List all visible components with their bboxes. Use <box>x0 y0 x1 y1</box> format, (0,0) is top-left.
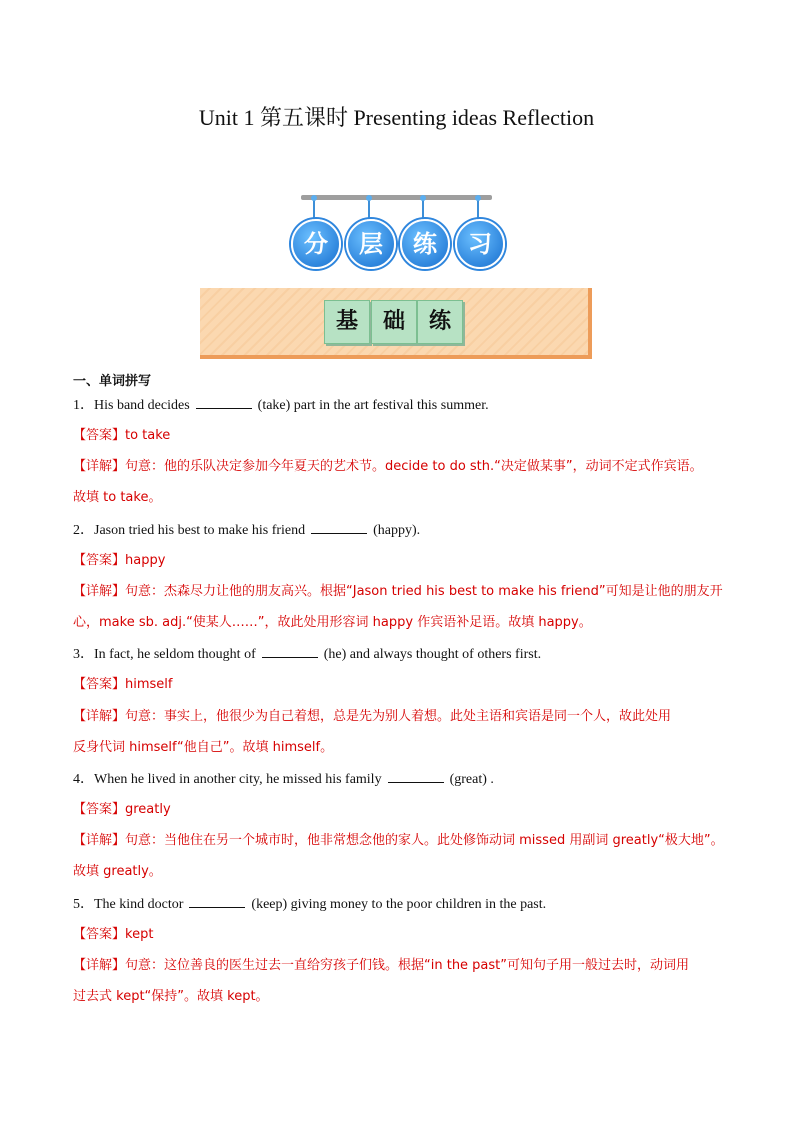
banner-rod <box>301 195 492 200</box>
answer-blank <box>262 645 318 658</box>
answer-blank <box>196 396 252 409</box>
detail-3-line-1: 【详解】句意：事实上，他很少为自己着想，总是先为别人着想。此处主语和宾语是同一个人，故此处用 <box>73 709 672 724</box>
question-4 <box>73 770 494 789</box>
question-text: 1．His band decides <box>73 398 190 413</box>
banner-hook <box>313 196 315 220</box>
banner-hook <box>422 196 424 220</box>
question-text: 4．When he lived in another city, he missed his family <box>73 772 382 787</box>
question-text: (take) part in the art festival this summer. <box>257 398 489 413</box>
detail-5-line-1: 【详解】句意：这位善良的医生过去一直给穷孩子们钱。根据“in the past”可知句子用一般过去时，动词用 <box>73 958 690 973</box>
detail-2-line-2: 心，make sb. adj.“使某人……”，故此处用形容词 happy 作宾语补足语。故填 happy。 <box>73 615 592 630</box>
level-char: 练 <box>417 300 463 344</box>
answer-blank <box>388 770 444 783</box>
question-text: (great) . <box>449 772 494 787</box>
level-char: 础 <box>371 300 417 344</box>
detail-4-line-2: 故填 greatly。 <box>73 864 162 879</box>
answer-blank <box>311 521 367 534</box>
question-text: 5．The kind doctor <box>73 897 184 912</box>
banner-char: 层 <box>346 219 396 269</box>
answer-blank <box>189 895 245 908</box>
detail-5-line-2: 过去式 kept“保持”。故填 kept。 <box>73 989 269 1004</box>
answer-4: 【答案】greatly <box>73 802 171 817</box>
banner-char: 分 <box>291 219 341 269</box>
question-text: (he) and always thought of others first. <box>323 647 542 662</box>
detail-1-line-2: 故填 to take。 <box>73 490 162 505</box>
banner-hook <box>368 196 370 220</box>
answer-1: 【答案】to take <box>73 428 171 443</box>
banner-char: 习 <box>455 219 505 269</box>
page-title: Unit 1 第五课时 Presenting ideas Reflection <box>198 105 595 130</box>
detail-1-line-1: 【详解】句意：他的乐队决定参加今年夏天的艺术节。decide to do sth.“决定做某事”，动词不定式作宾语。 <box>73 459 703 474</box>
banner-char: 练 <box>400 219 450 269</box>
detail-3-line-2: 反身代词 himself“他自己”。故填 himself。 <box>73 740 334 755</box>
detail-2-line-1: 【详解】句意：杰森尽力让他的朋友高兴。根据“Jason tried his best to make his friend”可知是让他的朋友开 <box>73 584 723 599</box>
level-char: 基 <box>324 300 370 344</box>
answer-2: 【答案】happy <box>73 553 166 568</box>
question-text: 2．Jason tried his best to make his friend <box>73 523 306 538</box>
answer-5: 【答案】kept <box>73 927 154 942</box>
answer-3: 【答案】himself <box>73 677 173 692</box>
question-3 <box>73 645 541 664</box>
question-text: (keep) giving money to the poor children in the past. <box>251 897 547 912</box>
question-1 <box>73 396 489 415</box>
question-2 <box>73 521 420 540</box>
section-heading: 一、单词拼写 <box>73 374 152 389</box>
question-text: (happy). <box>373 523 421 538</box>
detail-4-line-1: 【详解】句意：当他住在另一个城市时，他非常想念他的家人。此处修饰动词 missed 用副词 greatly“极大地”。 <box>73 833 724 848</box>
question-5 <box>73 895 546 914</box>
banner-hook <box>477 196 479 220</box>
question-text: 3．In fact, he seldom thought of <box>73 647 256 662</box>
